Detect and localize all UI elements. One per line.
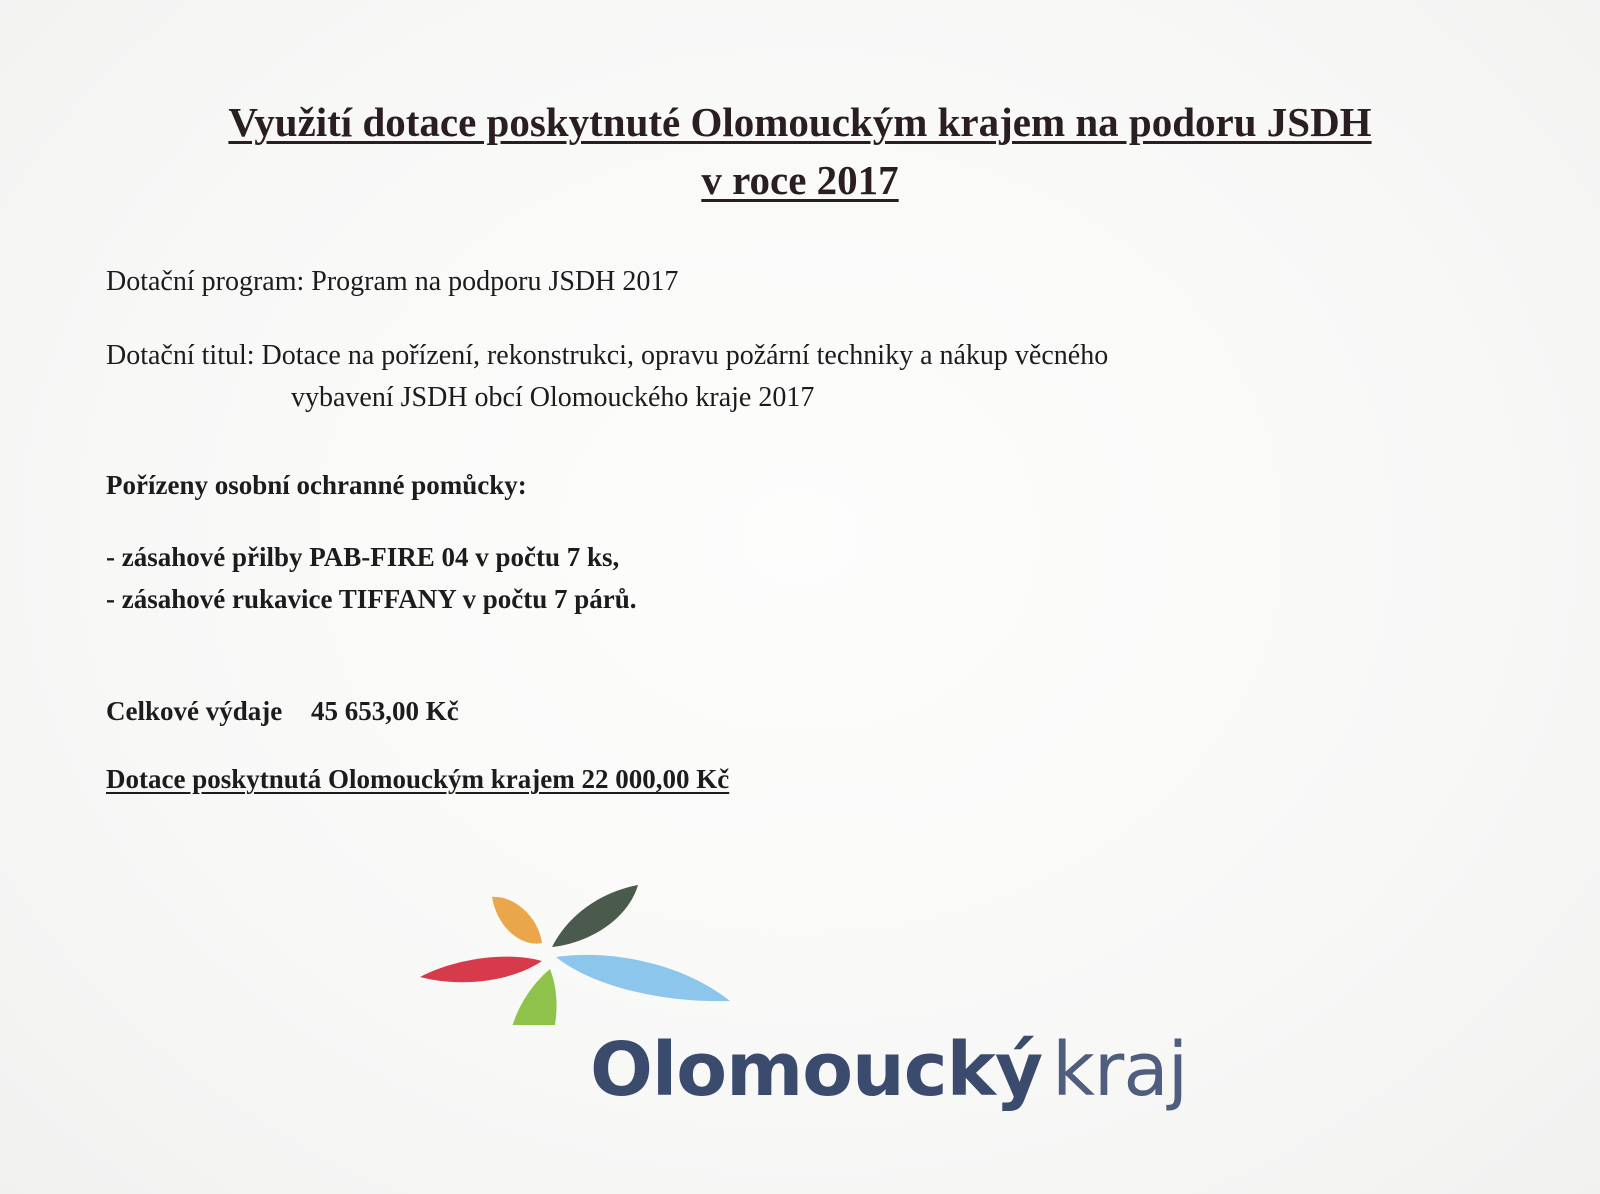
purchases-heading: Pořízeny osobní ochranné pomůcky:: [106, 470, 527, 500]
document-title: Využití dotace poskytnuté Olomouckým krajem na podoru JSDH: [228, 99, 1372, 145]
program-line: [106, 268, 678, 296]
document-title-year: v roce 2017: [701, 157, 899, 203]
subsidy-title-continuation: vybavení JSDH obcí Olomouckého kraje 2017: [291, 382, 815, 413]
olomoucky-kraj-logo: [420, 885, 1188, 1145]
logo-petal-light-blue: [556, 955, 730, 1001]
subsidy-title-line: [106, 342, 1108, 370]
program-label: Dotační program:: [106, 266, 305, 297]
list-item-helmets: - zásahové přilby PAB-FIRE 04 v počtu 7 ks,: [106, 542, 620, 572]
logo-wordmark-bold: Olomoucký: [590, 1027, 1043, 1113]
logo-wordmark: [590, 1027, 1188, 1113]
logo-petal-red: [420, 957, 542, 983]
logo-petal-orange: [492, 897, 542, 944]
logo-petal-dark-green: [552, 885, 638, 947]
program-value: Program na podporu JSDH 2017: [311, 266, 679, 297]
subsidy-title-label: Dotační titul:: [106, 340, 255, 371]
subsidy-title-value: Dotace na pořízení, rekonstrukci, opravu požární techniky a nákup věcného: [261, 340, 1109, 371]
logo-petal-green: [507, 969, 556, 1025]
subsidy-provided-line: Dotace poskytnutá Olomouckým krajem 22 000,00 Kč: [106, 764, 730, 794]
logo-wordmark-light: kraj: [1052, 1027, 1188, 1113]
total-expenses-value: 45 653,00 Kč: [310, 696, 459, 726]
total-expenses-label: Celkové výdaje: [106, 696, 283, 726]
flower-logo-icon: [420, 885, 760, 1025]
total-expenses-line: [106, 698, 459, 725]
list-item-gloves: - zásahové rukavice TIFFANY v počtu 7 párů.: [106, 584, 637, 614]
